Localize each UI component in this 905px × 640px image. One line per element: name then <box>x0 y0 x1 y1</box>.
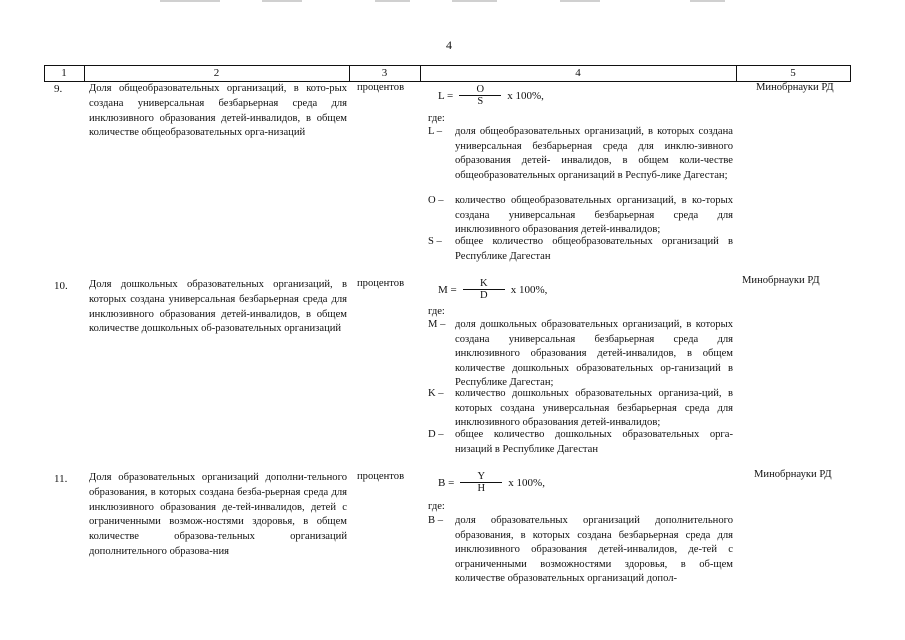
scan-artifact <box>160 0 220 2</box>
formula-fraction <box>463 278 505 301</box>
responsible-org: Минобрнауки РД <box>742 275 820 286</box>
row-number: 10. <box>54 280 68 292</box>
formula-denominator: S <box>477 96 484 107</box>
formula-denominator: H <box>477 483 486 494</box>
definition-symbol: B – <box>428 515 444 526</box>
formula-lhs: B = <box>438 476 455 489</box>
definition-text: количество дошкольных образовательных организа-ций, в которых создана универсальная безбарьерная среда для инклюзивного образования детей-инвалидов; <box>455 388 733 428</box>
formula <box>438 84 544 107</box>
header-col-3: 3 <box>381 67 388 79</box>
unit-of-measure: процентов <box>357 471 405 482</box>
indicator-description: Доля общеобразовательных организаций, в кото-рых создана универсальная безбарьерная среда для инклюзивного образования детей-инвалидов, в общем количестве общеобразовательных орга-низаций <box>89 83 347 139</box>
definition-symbol: S – <box>428 236 442 247</box>
definition-symbol: O – <box>428 195 444 206</box>
page-number: 4 <box>446 38 452 52</box>
formula <box>438 471 545 494</box>
scan-artifact <box>262 0 302 2</box>
definition-symbol: M – <box>428 319 446 330</box>
where-label: где: <box>428 306 445 317</box>
scan-artifact <box>375 0 410 2</box>
col-divider <box>850 65 851 81</box>
scan-artifact <box>560 0 600 2</box>
where-label: где: <box>428 501 445 512</box>
definition-text: общее количество дошкольных образовательных орга-низаций в Республике Дагестан <box>455 429 733 455</box>
where-label: где: <box>428 113 445 124</box>
formula-fraction <box>460 471 502 494</box>
scan-artifact <box>690 0 725 2</box>
formula-lhs: L = <box>438 89 454 102</box>
responsible-org: Минобрнауки РД <box>754 469 832 480</box>
definition-text: количество общеобразовательных организаций, в ко-торых создана универсальная безбарьерная среда для инклюзивного образования детей-инвалидов; <box>455 195 733 235</box>
row-number: 9. <box>54 83 63 95</box>
header-col-1: 1 <box>61 67 67 79</box>
definition-text: доля образовательных организаций дополнительного образования, в которых создана безбарьерная среда для инклюзивного образования детей-инвалидов, де-тей с ограниченными возможностями здоровья, в об-щем количестве образовательных организаций допол- <box>455 515 733 584</box>
definition-item <box>428 428 733 457</box>
unit-of-measure: процентов <box>357 278 405 289</box>
definition-text: доля общеобразовательных организаций, в которых создана универсальная безбарьерная среда для инклю-зивного образования детей- инвалидов, в общем коли-честве общеобразовательных организаций в Респуб-лике Дагестан; <box>455 126 733 181</box>
definition-item <box>428 514 733 587</box>
unit-of-measure: процентов <box>357 82 405 93</box>
row-number: 11. <box>54 473 68 485</box>
formula-multiplier: x 100%, <box>510 283 548 296</box>
definition-item <box>428 194 733 238</box>
formula-multiplier: x 100%, <box>507 89 544 102</box>
header-col-4: 4 <box>575 67 581 79</box>
definition-item <box>428 125 733 183</box>
header-top-border <box>44 65 851 66</box>
definition-text: общее количество общеобразовательных организаций в Республике Дагестан <box>455 236 733 262</box>
definition-symbol: D – <box>428 429 444 440</box>
formula-numerator: O <box>459 84 501 96</box>
scan-artifact <box>452 0 497 2</box>
indicator-description: Доля образовательных организаций дополни-тельного образования, в которых создана безба-рьерная среда для инклюзивного образования де-тей-инвалидов, детей с ограниченными возмож-ностями здоровья, в общем количестве образова-тельных организаций дополнительного образова-ния <box>89 472 347 557</box>
definition-item <box>428 318 733 391</box>
definition-text: доля дошкольных образовательных организаций, в которых создана универсальная безбарьерная среда для инклюзивного образования детей-инвалидов, в общем количестве дошкольных образовательных ор-ганизаций в Республике Дагестан; <box>455 319 733 388</box>
header-col-2: 2 <box>213 67 220 79</box>
indicator-description: Доля дошкольных образовательных организаций, в которых создана универсальная безбарьерная среда для инклюзивного образования детей-инвалидов, в общем количестве дошкольных об-разовательных организаций <box>89 279 347 335</box>
responsible-org: Минобрнауки РД <box>756 82 834 93</box>
formula-lhs: M = <box>438 283 457 296</box>
formula <box>438 278 547 301</box>
definition-item <box>428 235 733 264</box>
definition-item <box>428 387 733 431</box>
formula-multiplier: x 100%, <box>508 476 545 489</box>
header-col-5: 5 <box>790 67 796 79</box>
formula-numerator: Y <box>460 471 502 483</box>
formula-numerator: K <box>463 278 505 290</box>
formula-denominator: D <box>479 290 488 301</box>
definition-symbol: K – <box>428 388 444 399</box>
formula-fraction <box>459 84 501 107</box>
definition-symbol: L – <box>428 126 443 137</box>
